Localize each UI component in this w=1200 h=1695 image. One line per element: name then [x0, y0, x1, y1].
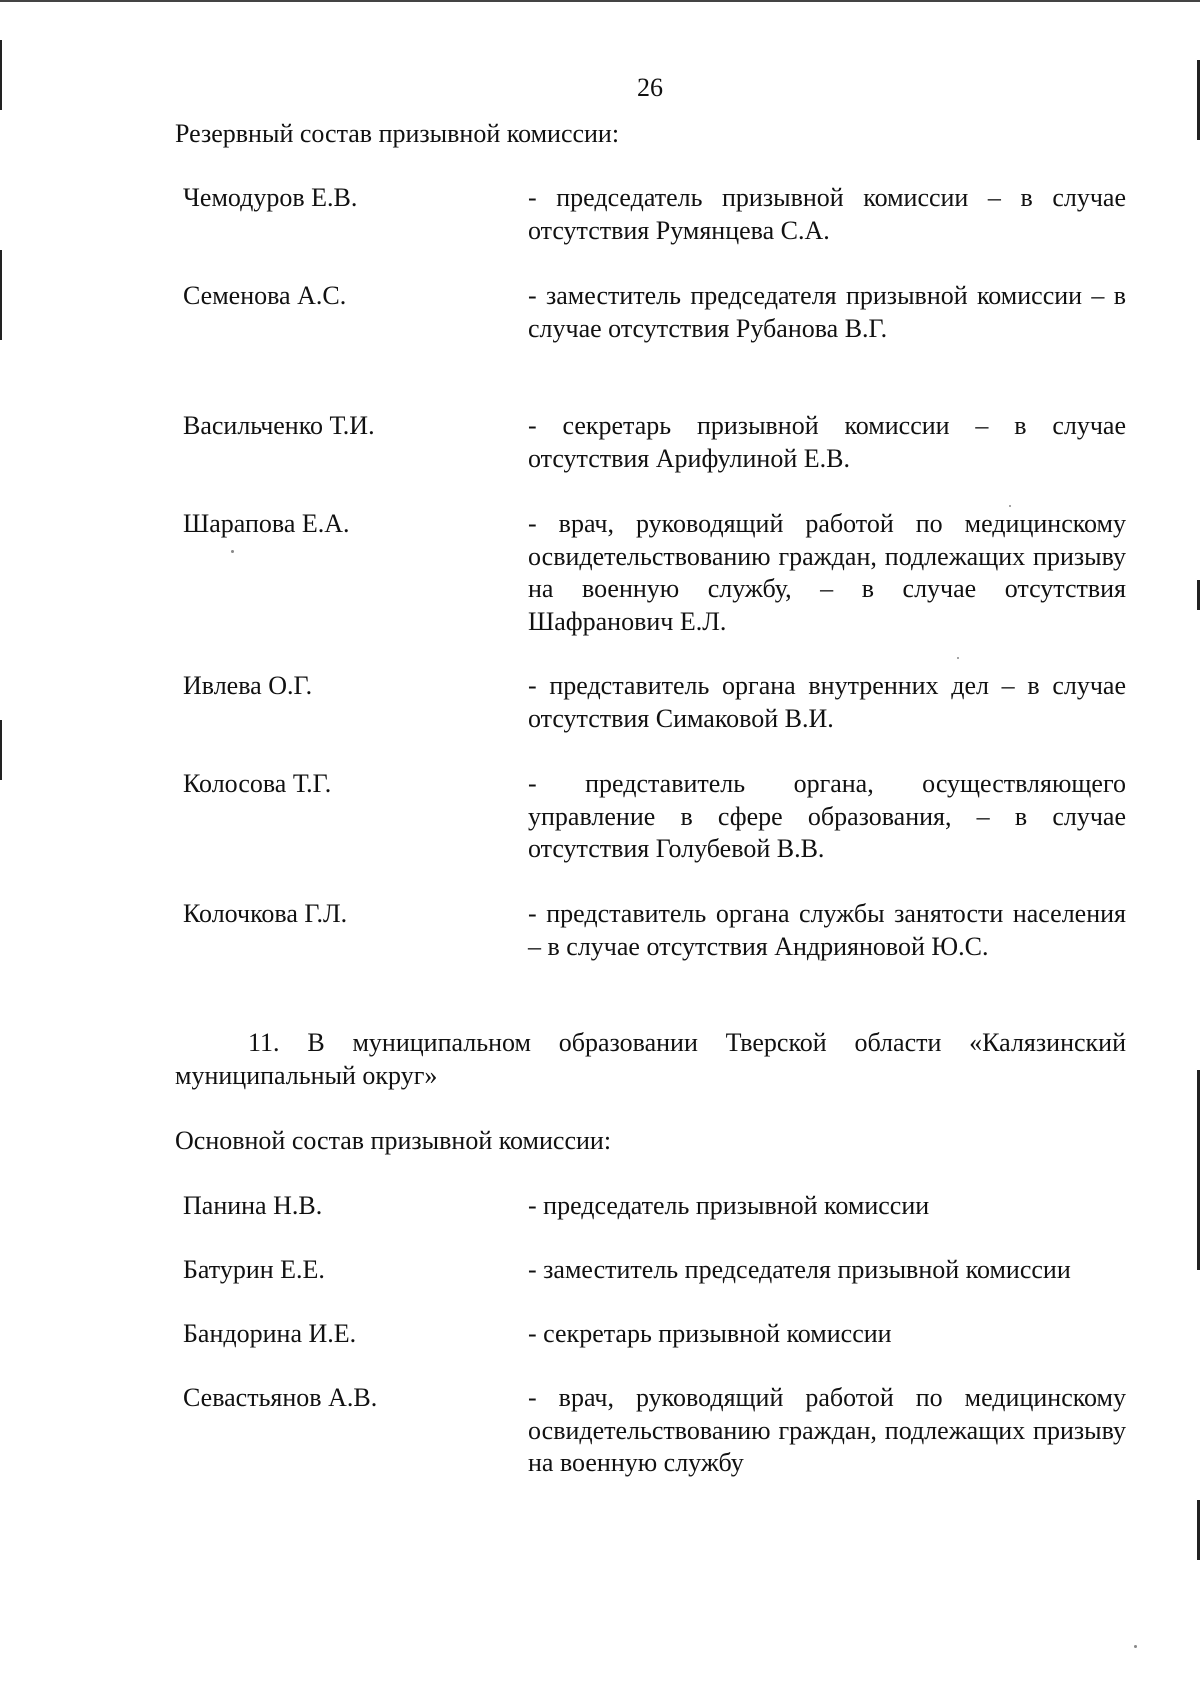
member-role: - заместитель председателя призывной комиссии — [528, 1255, 1071, 1284]
member-name: Шарапова Е.А. — [183, 509, 350, 538]
reserve-heading: Резервный состав призывной комиссии: — [175, 119, 620, 148]
member-role: - председатель призывной комиссии – в случае отсутствия Румянцева С.А. — [528, 183, 1126, 245]
member-role: - врач, руководящий работой по медицинскому освидетельствованию граждан, подлежащих призыву на военную службу, – в случае отсутствия Шафранович Е.Л. — [528, 509, 1126, 636]
member-role: - врач, руководящий работой по медицинскому освидетельствованию граждан, подлежащих призыву на военную службу — [528, 1383, 1126, 1477]
scan-speck — [1134, 1645, 1137, 1648]
member-name: Семенова А.С. — [183, 281, 347, 310]
member-name: Колочкова Г.Л. — [183, 899, 348, 928]
member-name: Чемодуров Е.В. — [183, 183, 358, 212]
member-name: Бандорина И.Е. — [183, 1319, 357, 1348]
member-name: Колосова Т.Г. — [183, 769, 332, 798]
scan-edge-mark — [0, 720, 2, 780]
member-role: - заместитель председателя призывной комиссии – в случае отсутствия Рубанова В.Г. — [528, 281, 1126, 343]
member-role: - представитель органа, осуществляющего управление в сфере образования, – в случае отсутствия Голубевой В.В. — [528, 769, 1126, 863]
member-role: - представитель органа службы занятости населения – в случае отсутствия Андрияновой Ю.С. — [528, 899, 1126, 961]
main-heading: Основной состав призывной комиссии: — [175, 1126, 612, 1155]
member-name: Панина Н.В. — [183, 1191, 323, 1220]
member-name: Севастьянов А.В. — [183, 1383, 378, 1412]
scan-top-edge — [0, 0, 1200, 2]
member-name: Батурин Е.Е. — [183, 1255, 325, 1284]
member-role: - представитель органа внутренних дел – в случае отсутствия Симаковой В.И. — [528, 671, 1126, 733]
item-11-paragraph: 11. В муниципальном образовании Тверской области «Калязинский муниципальный округ» — [175, 1028, 1126, 1090]
member-name: Ивлева О.Г. — [183, 671, 313, 700]
scan-edge-mark — [0, 250, 2, 340]
scan-speck — [1009, 505, 1011, 507]
scan-speck — [957, 657, 959, 659]
member-name: Васильченко Т.И. — [183, 411, 375, 440]
member-role: - секретарь призывной комиссии — [528, 1319, 892, 1348]
member-role: - секретарь призывной комиссии – в случае отсутствия Арифулиной Е.В. — [528, 411, 1126, 473]
member-role: - председатель призывной комиссии — [528, 1191, 930, 1220]
page-number: 26 — [637, 73, 663, 102]
scan-speck — [231, 550, 234, 553]
